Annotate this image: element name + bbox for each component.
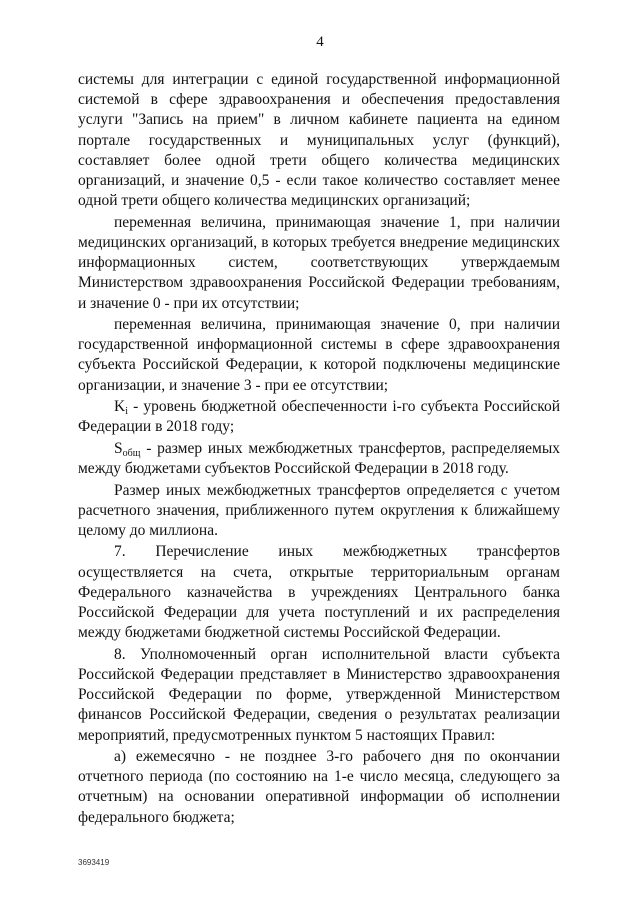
s-definition-text: - размер иных межбюджетных трансфертов, распределяемых между бюджетами субъектов Российской Федерации в 2018 году. bbox=[78, 439, 560, 478]
paragraph-rounding: Размер иных межбюджетных трансфертов определяется с учетом расчетного значения, приближенного путем округления к ближайшему целому до миллиона. bbox=[78, 481, 560, 539]
k-definition-text: - уровень бюджетной обеспеченности i-го субъекта Российской Федерации в 2018 году; bbox=[78, 398, 560, 436]
document-code: 3693419 bbox=[78, 858, 110, 867]
s-symbol: $S_{общ}$ bbox=[114, 439, 141, 459]
paragraph-item-8: 8. Уполномоченный орган исполнительной власти субъекта Российской Федерации представляет в Министерство здравоохранения Российской Федерации по форме, утвержденной Министерством финансов Российской Федерации, сведения о результатах реализации мероприятий, предусмотренных пунктом 5 настоящих Правил: bbox=[78, 645, 560, 744]
paragraph-s-definition bbox=[78, 439, 560, 479]
paragraph-k-definition bbox=[78, 397, 560, 437]
paragraph-variable-0: переменная величина, принимающая значение 0, при наличии государственной информационной системы в сфере здравоохранения субъекта Российской Федерации, к которой подключены медицинские организации, и значение 3 - при ее отсутствии; bbox=[78, 316, 560, 394]
paragraph-item-8a: а) ежемесячно - не позднее 3-го рабочего дня по окончании отчетного периода (по состоянию на 1-е число месяца, следующего за отчетным) на основании оперативной информации об исполнении федерального бюджета; bbox=[78, 748, 560, 826]
page-number: 4 bbox=[316, 34, 324, 50]
paragraph-continuation: системы для интеграции с единой государственной информационной системой в сфере здравоохранения и обеспечения предоставления услуги "Запись на прием" в личном кабинете пациента на едином портале государственных и муниципальных услуг (функций), составляет более одной трети общего количества медицинских организаций, и значение 0,5 - если такое количество составляет менее одной трети общего количества медицинских организаций; bbox=[78, 71, 560, 210]
k-symbol: $K_i$ bbox=[114, 398, 128, 418]
paragraph-item-7: 7. Перечисление иных межбюджетных трансфертов осуществляется на счета, открытые территориальным органам Федерального казначейства в учреждениях Центрального банка Российской Федерации для учета поступлений и их распределения между бюджетами бюджетной системы Российской Федерации. bbox=[78, 543, 560, 642]
document-body bbox=[78, 70, 560, 829]
paragraph-variable-1: переменная величина, принимающая значение 1, при наличии медицинских организаций, в которых требуется внедрение медицинских информационных систем, соответствующих утверждаемым Министерством здравоохранения Российской Федерации требованиям, и значение 0 - при их отсутствии; bbox=[78, 213, 560, 312]
